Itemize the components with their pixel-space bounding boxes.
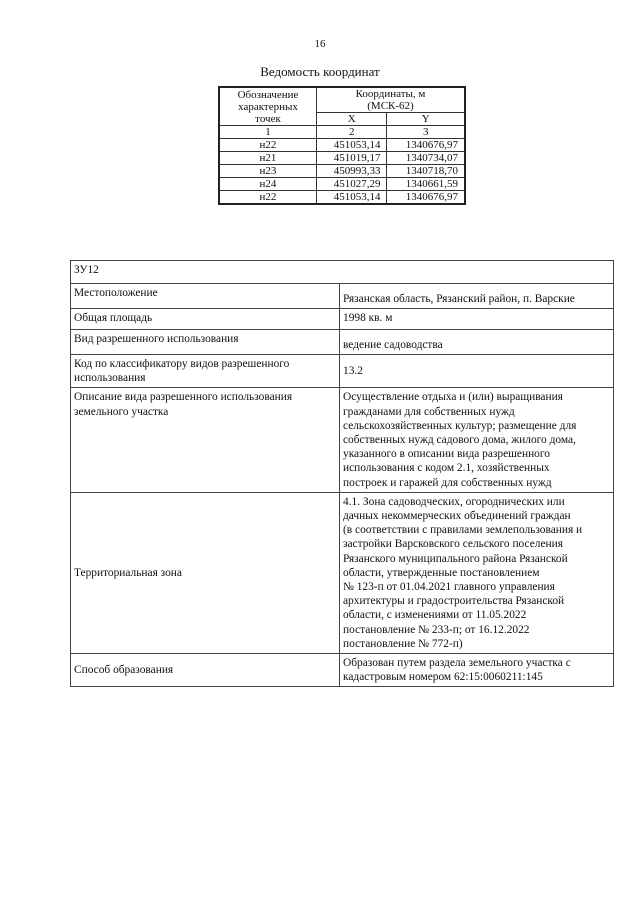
parcel-row-use <box>71 330 614 355</box>
x-cell: 450993,33 <box>317 165 387 178</box>
parcel-label: Общая площадь <box>71 309 340 330</box>
parcel-value: 13.2 <box>340 355 614 388</box>
coords-title: Ведомость координат <box>260 64 380 79</box>
parcel-value: Рязанская область, Рязанский район, п. Варские <box>340 284 614 309</box>
x-cell: 451053,14 <box>317 191 387 205</box>
header-point: Обозначение характерных точек <box>219 87 317 126</box>
point-cell: н22 <box>219 139 317 152</box>
point-cell: н23 <box>219 165 317 178</box>
point-cell: н24 <box>219 178 317 191</box>
parcel-value: ведение садоводства <box>340 330 614 355</box>
coordinates-table <box>218 86 466 205</box>
parcel-row-method <box>71 654 614 687</box>
parcel-label: Местоположение <box>71 284 340 309</box>
parcel-value: Образован путем раздела земельного участка с кадастровым номером 62:15:0060211:145 <box>340 654 614 687</box>
page-number: 16 <box>314 38 326 50</box>
parcel-row-area <box>71 309 614 330</box>
coords-row <box>219 178 465 191</box>
x-cell: 451019,17 <box>317 152 387 165</box>
parcel-row-code <box>71 355 614 388</box>
parcel-label: Территориальная зона <box>71 492 340 653</box>
parcel-id: ЗУ12 <box>71 261 614 284</box>
y-cell: 1340676,97 <box>387 139 465 152</box>
index-cell: 3 <box>387 126 465 139</box>
parcel-row-zone <box>71 492 614 653</box>
coords-row <box>219 165 465 178</box>
parcel-row-location <box>71 284 614 309</box>
header-y: Y <box>387 113 465 126</box>
parcel-label: Описание вида разрешенного использования земельного участка <box>71 388 340 492</box>
x-cell: 451027,29 <box>317 178 387 191</box>
coords-index-row <box>219 126 465 139</box>
coords-row <box>219 139 465 152</box>
coords-row <box>219 191 465 205</box>
index-cell: 1 <box>219 126 317 139</box>
parcel-label: Код по классификатору видов разрешенного использования <box>71 355 340 388</box>
parcel-value: Осуществление отдыха и (или) выращивания гражданами для собственных нужд сельскохозяйственных культур; размещение для собственных нужд садового дома, жилого дома, указанного в описании вида разрешенного использования с кодом 2.1, хозяйственных построек и гаражей для собственных нужд <box>340 388 614 492</box>
coords-header-row <box>219 87 465 113</box>
x-cell: 451053,14 <box>317 139 387 152</box>
point-cell: н21 <box>219 152 317 165</box>
y-cell: 1340676,97 <box>387 191 465 205</box>
coords-row <box>219 152 465 165</box>
index-cell: 2 <box>317 126 387 139</box>
y-cell: 1340661,59 <box>387 178 465 191</box>
parcel-value: 4.1. Зона садоводческих, огороднических или дачных некоммерческих объединений граждан (в соответствии с правилами землепользования и застройки Варсковского сельского поселения Рязанского муниципального района Рязанской области, утвержденные постановлением № 123-п от 01.04.2021 главного управления архитектуры и градостроительства Рязанской области, с изменениями от 11.05.2022 постановление № 233-п; от 16.12.2022 постановление № 772-п) <box>340 492 614 653</box>
parcel-id-row <box>71 261 614 284</box>
header-coords: Координаты, м (МСК-62) <box>317 87 466 113</box>
point-cell: н22 <box>219 191 317 205</box>
y-cell: 1340718,70 <box>387 165 465 178</box>
parcel-label: Способ образования <box>71 654 340 687</box>
y-cell: 1340734,07 <box>387 152 465 165</box>
parcel-row-description <box>71 388 614 492</box>
parcel-value: 1998 кв. м <box>340 309 614 330</box>
parcel-label: Вид разрешенного использования <box>71 330 340 355</box>
parcel-table <box>70 260 614 687</box>
header-x: X <box>317 113 387 126</box>
